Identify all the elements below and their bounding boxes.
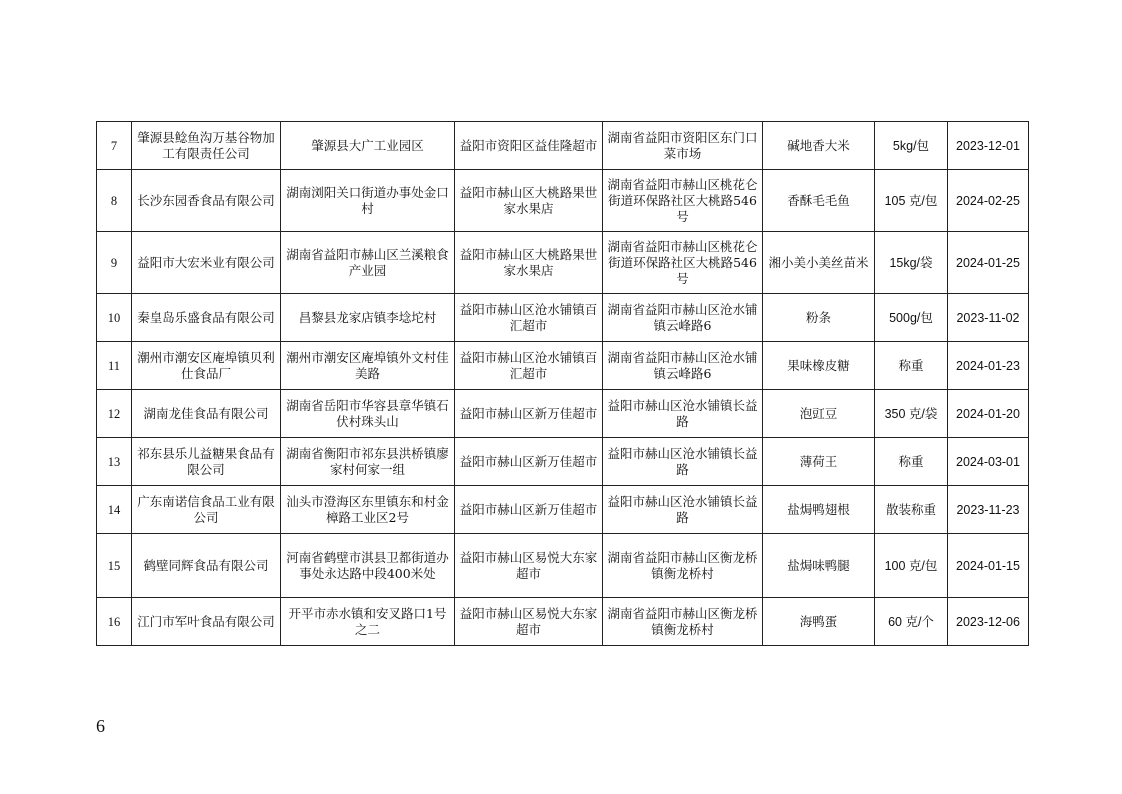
page-number: 6 xyxy=(96,716,105,736)
seller-address-cell: 湖南省益阳市赫山区沧水铺镇云峰路6 xyxy=(603,294,763,342)
seller-name-cell: 益阳市赫山区易悦大东家超市 xyxy=(455,534,603,598)
producer-name-cell: 鹤壁同辉食品有限公司 xyxy=(132,534,281,598)
producer-name-cell: 祁东县乐儿益糖果食品有限公司 xyxy=(132,438,281,486)
producer-name-cell: 潮州市潮安区庵埠镇贝利仕食品厂 xyxy=(132,342,281,390)
table-row xyxy=(97,486,1029,534)
product-name-cell: 湘小美小美丝苗米 xyxy=(763,232,875,294)
row-number-cell: 13 xyxy=(97,438,132,486)
production-date-cell: 2023-12-01 xyxy=(948,122,1029,170)
producer-address-cell: 肇源县大广工业园区 xyxy=(281,122,455,170)
producer-address-cell: 湖南浏阳关口街道办事处金口村 xyxy=(281,170,455,232)
row-number-cell: 8 xyxy=(97,170,132,232)
producer-address-cell: 汕头市澄海区东里镇东和村金樟路工业区2号 xyxy=(281,486,455,534)
seller-name-cell: 益阳市赫山区新万佳超市 xyxy=(455,438,603,486)
product-spec-cell: 5kg/包 xyxy=(875,122,948,170)
product-name-cell: 香酥毛毛鱼 xyxy=(763,170,875,232)
producer-address-cell: 潮州市潮安区庵埠镇外文村佳美路 xyxy=(281,342,455,390)
product-name-cell: 薄荷王 xyxy=(763,438,875,486)
production-date-cell: 2023-12-06 xyxy=(948,598,1029,646)
producer-name-cell: 肇源县鲶鱼沟万基谷物加工有限责任公司 xyxy=(132,122,281,170)
product-name-cell: 果味橡皮糖 xyxy=(763,342,875,390)
row-number-cell: 15 xyxy=(97,534,132,598)
seller-address-cell: 湖南省益阳市赫山区衡龙桥镇衡龙桥村 xyxy=(603,598,763,646)
production-date-cell: 2023-11-23 xyxy=(948,486,1029,534)
row-number-cell: 10 xyxy=(97,294,132,342)
product-spec-cell: 105 克/包 xyxy=(875,170,948,232)
seller-name-cell: 益阳市赫山区新万佳超市 xyxy=(455,486,603,534)
producer-address-cell: 昌黎县龙家店镇李埝坨村 xyxy=(281,294,455,342)
producer-address-cell: 开平市赤水镇和安叉路口1号之二 xyxy=(281,598,455,646)
seller-address-cell: 益阳市赫山区沧水铺镇长益路 xyxy=(603,438,763,486)
row-number-cell: 14 xyxy=(97,486,132,534)
seller-name-cell: 益阳市赫山区沧水铺镇百汇超市 xyxy=(455,294,603,342)
producer-name-cell: 江门市军叶食品有限公司 xyxy=(132,598,281,646)
seller-name-cell: 益阳市赫山区大桃路果世家水果店 xyxy=(455,170,603,232)
row-number-cell: 9 xyxy=(97,232,132,294)
seller-name-cell: 益阳市资阳区益佳隆超市 xyxy=(455,122,603,170)
seller-address-cell: 湖南省益阳市赫山区桃花仑街道环保路社区大桃路546号 xyxy=(603,232,763,294)
product-name-cell: 盐焗味鸭腿 xyxy=(763,534,875,598)
product-spec-cell: 称重 xyxy=(875,438,948,486)
producer-name-cell: 秦皇岛乐盛食品有限公司 xyxy=(132,294,281,342)
producer-name-cell: 益阳市大宏米业有限公司 xyxy=(132,232,281,294)
table-row xyxy=(97,342,1029,390)
seller-address-cell: 湖南省益阳市赫山区衡龙桥镇衡龙桥村 xyxy=(603,534,763,598)
production-date-cell: 2024-01-23 xyxy=(948,342,1029,390)
table-row xyxy=(97,438,1029,486)
product-spec-cell: 散装称重 xyxy=(875,486,948,534)
seller-name-cell: 益阳市赫山区大桃路果世家水果店 xyxy=(455,232,603,294)
production-date-cell: 2023-11-02 xyxy=(948,294,1029,342)
production-date-cell: 2024-01-20 xyxy=(948,390,1029,438)
product-spec-cell: 称重 xyxy=(875,342,948,390)
table-body xyxy=(97,122,1029,646)
row-number-cell: 12 xyxy=(97,390,132,438)
producer-name-cell: 湖南龙佳食品有限公司 xyxy=(132,390,281,438)
product-name-cell: 泡豇豆 xyxy=(763,390,875,438)
table-row xyxy=(97,122,1029,170)
producer-name-cell: 长沙东园香食品有限公司 xyxy=(132,170,281,232)
producer-name-cell: 广东南诺信食品工业有限公司 xyxy=(132,486,281,534)
product-table xyxy=(96,121,1029,646)
product-name-cell: 海鸭蛋 xyxy=(763,598,875,646)
seller-address-cell: 湖南省益阳市赫山区沧水铺镇云峰路6 xyxy=(603,342,763,390)
seller-address-cell: 益阳市赫山区沧水铺镇长益路 xyxy=(603,486,763,534)
product-spec-cell: 60 克/个 xyxy=(875,598,948,646)
product-spec-cell: 500g/包 xyxy=(875,294,948,342)
product-spec-cell: 15kg/袋 xyxy=(875,232,948,294)
table-row xyxy=(97,232,1029,294)
table-row xyxy=(97,294,1029,342)
producer-address-cell: 湖南省岳阳市华容县章华镇石伏村珠头山 xyxy=(281,390,455,438)
seller-name-cell: 益阳市赫山区易悦大东家超市 xyxy=(455,598,603,646)
table-row xyxy=(97,390,1029,438)
table-row xyxy=(97,598,1029,646)
product-spec-cell: 350 克/袋 xyxy=(875,390,948,438)
product-spec-cell: 100 克/包 xyxy=(875,534,948,598)
row-number-cell: 16 xyxy=(97,598,132,646)
seller-address-cell: 湖南省益阳市赫山区桃花仑街道环保路社区大桃路546号 xyxy=(603,170,763,232)
production-date-cell: 2024-01-25 xyxy=(948,232,1029,294)
product-name-cell: 粉条 xyxy=(763,294,875,342)
product-name-cell: 碱地香大米 xyxy=(763,122,875,170)
row-number-cell: 11 xyxy=(97,342,132,390)
seller-address-cell: 湖南省益阳市资阳区东门口菜市场 xyxy=(603,122,763,170)
product-name-cell: 盐焗鸭翅根 xyxy=(763,486,875,534)
table-row xyxy=(97,170,1029,232)
seller-address-cell: 益阳市赫山区沧水铺镇长益路 xyxy=(603,390,763,438)
seller-name-cell: 益阳市赫山区沧水铺镇百汇超市 xyxy=(455,342,603,390)
production-date-cell: 2024-03-01 xyxy=(948,438,1029,486)
producer-address-cell: 湖南省衡阳市祁东县洪桥镇廖家村何家一组 xyxy=(281,438,455,486)
production-date-cell: 2024-01-15 xyxy=(948,534,1029,598)
producer-address-cell: 河南省鹤壁市淇县卫都街道办事处永达路中段400米处 xyxy=(281,534,455,598)
table-row xyxy=(97,534,1029,598)
row-number-cell: 7 xyxy=(97,122,132,170)
production-date-cell: 2024-02-25 xyxy=(948,170,1029,232)
producer-address-cell: 湖南省益阳市赫山区兰溪粮食产业园 xyxy=(281,232,455,294)
seller-name-cell: 益阳市赫山区新万佳超市 xyxy=(455,390,603,438)
